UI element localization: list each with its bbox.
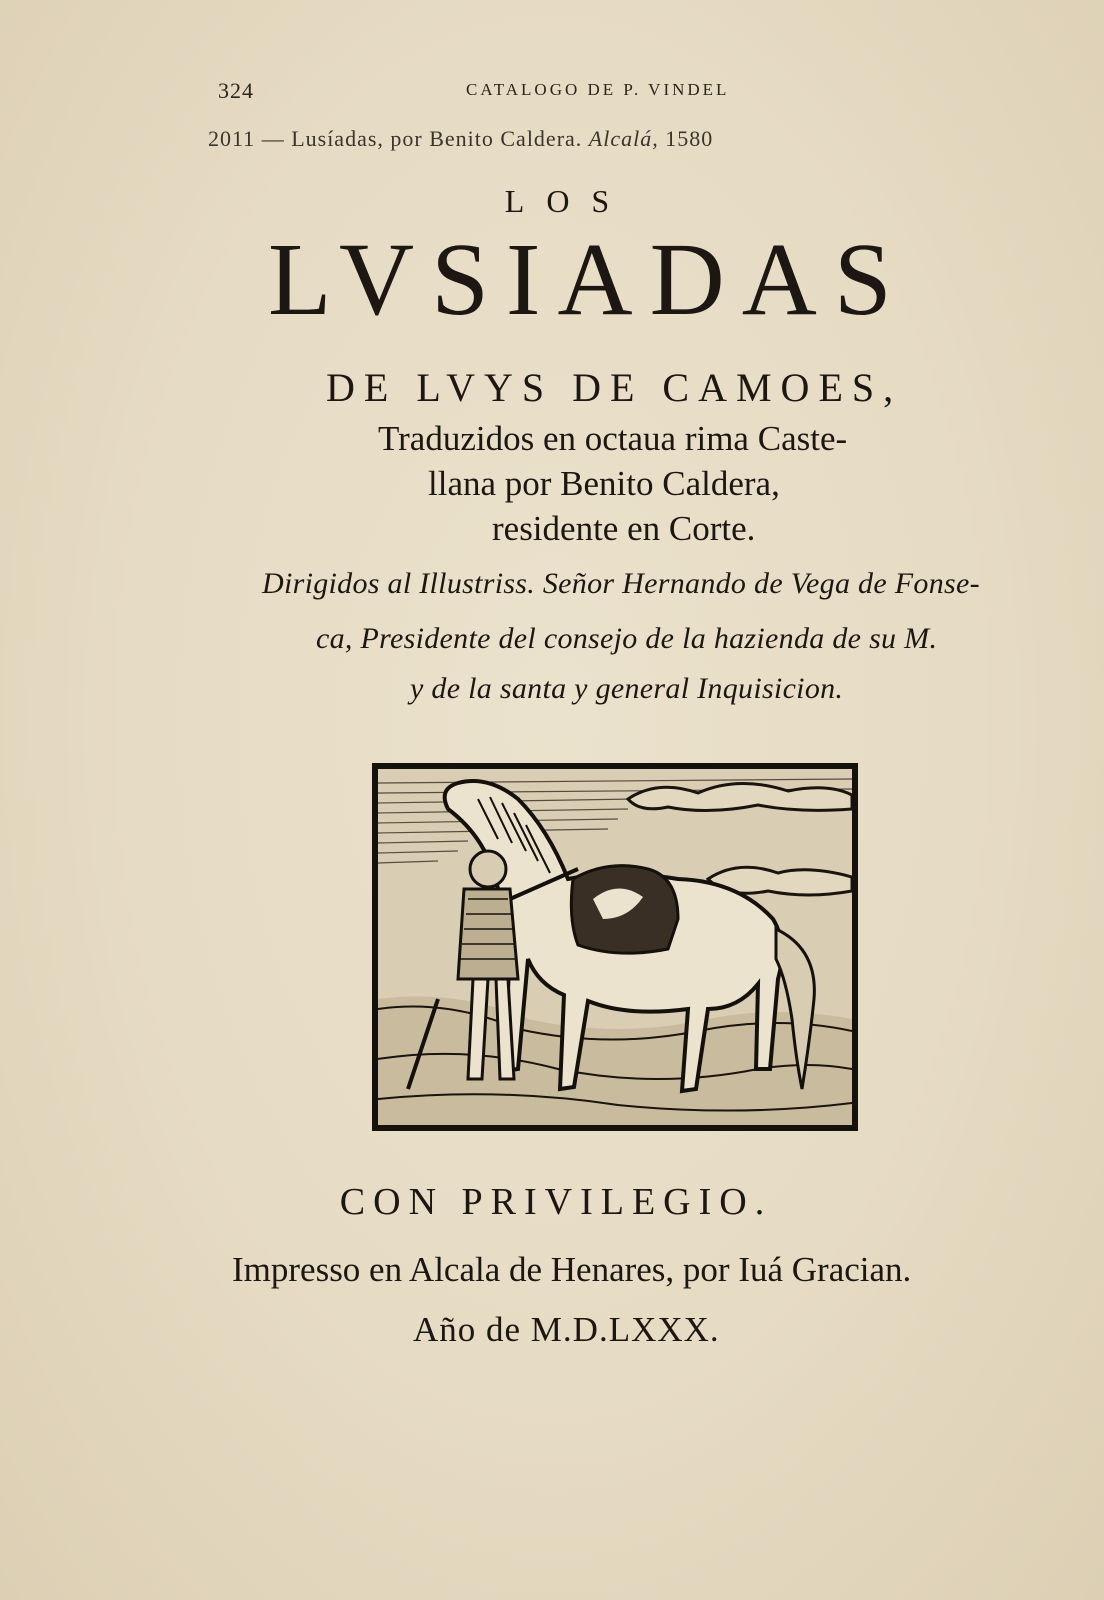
privilege-line: CON PRIVILEGIO.	[339, 1181, 773, 1223]
title-los: LOS	[504, 183, 632, 219]
entry-year: 1580	[665, 126, 714, 151]
translation-line: llana por Benito Caldera,	[428, 464, 780, 503]
translation-line: residente en Corte.	[492, 509, 756, 548]
catalog-entry	[208, 126, 713, 152]
entry-dash: —	[261, 126, 285, 151]
woodcut-illustration	[372, 763, 858, 1131]
dedication-line: ca, Presidente del consejo de la hazienda de su M.	[316, 622, 938, 655]
year-line: Año de M.D.LXXX.	[413, 1310, 720, 1349]
author-line: DE LVYS DE CAMOES,	[326, 365, 903, 410]
entry-number: 2011	[208, 126, 256, 151]
running-title: CATALOGO DE P. VINDEL	[466, 80, 730, 99]
horse-and-rider-woodcut-icon	[378, 769, 852, 1125]
dedication-line: Dirigidos al Illustriss. Señor Hernando de Vega de Fonse-	[262, 567, 980, 600]
translation-line: Traduzidos en octaua rima Caste-	[378, 419, 848, 458]
dedication-line: y de la santa y general Inquisicion.	[410, 672, 844, 705]
entry-text: Lusíadas, por Benito Caldera.	[291, 126, 583, 151]
entry-place: Alcalá,	[588, 126, 659, 151]
main-title: LVSIADAS	[268, 222, 909, 337]
page-number: 324	[218, 78, 254, 103]
imprint-line: Impresso en Alcala de Henares, por Iuá Gracian.	[232, 1250, 912, 1289]
